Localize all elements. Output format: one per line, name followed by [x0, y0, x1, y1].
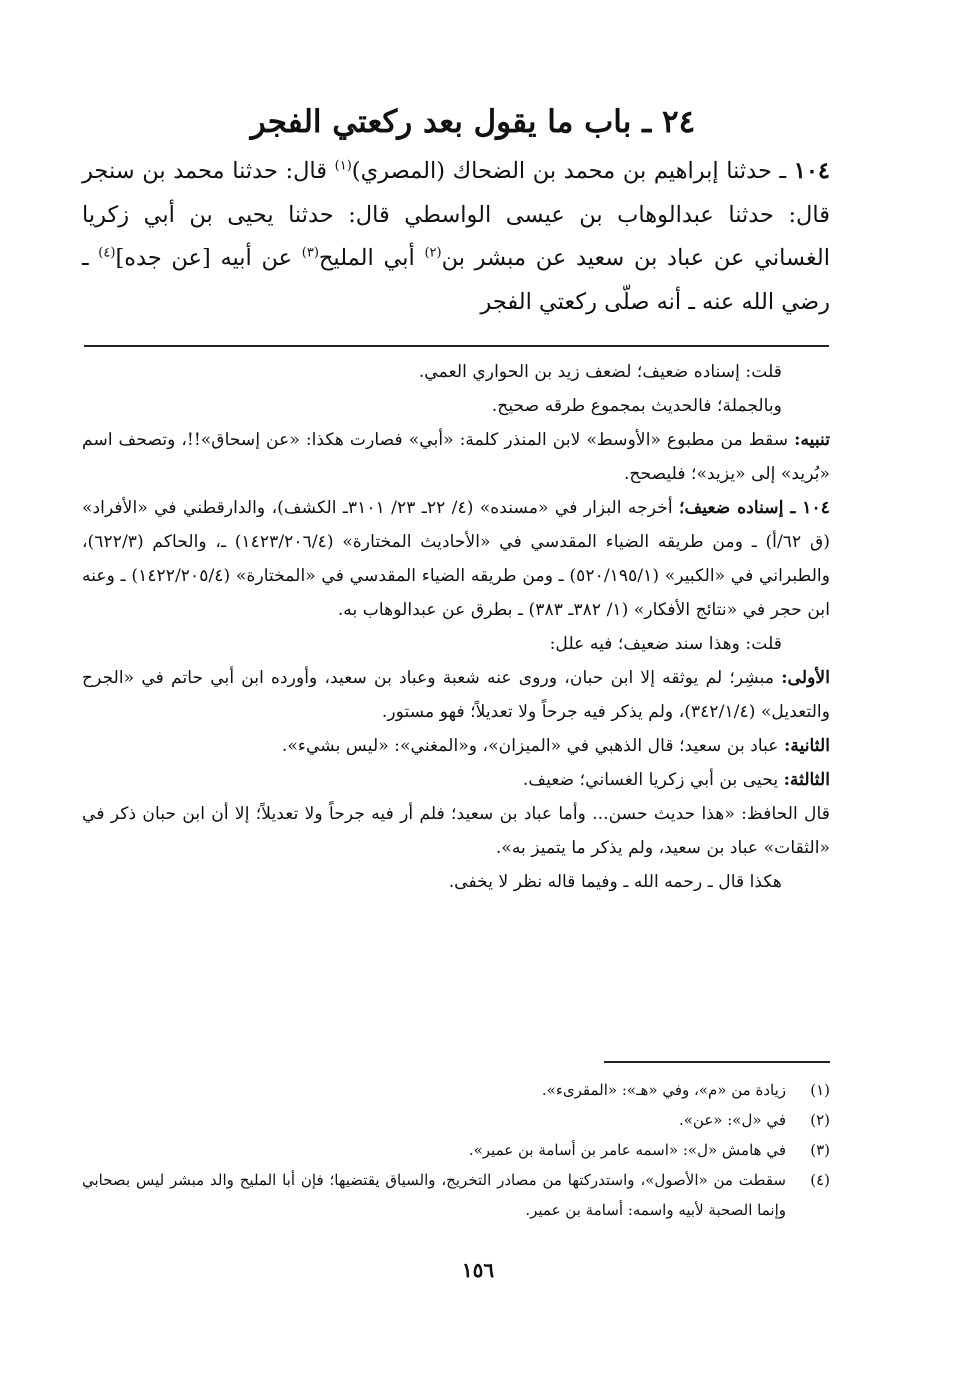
- commentary-paragraph: قال الحافظ: «هذا حديث حسن... وأما عباد بن سعيد؛ فلم أر فيه جرحاً ولا تعديلاً؛ إلا أن ابن حبان ذكر في «الثقات» عباد بن سعيد، ولم يذكر ما يتميز به».: [82, 804, 830, 858]
- hadith-part: قال: حدثنا محمد بن سنجر قال: حدثنا عبدالوهاب بن عيسى الواسطي قال: حدثنا يحيى بن أبي زكريا الغساني عن عباد بن سعيد عن مبشر بن: [82, 158, 830, 271]
- footnote-ref-4[interactable]: (٤): [98, 245, 116, 261]
- hadith-text: [82, 150, 830, 324]
- footnote-ref-1[interactable]: (١): [334, 158, 352, 174]
- takhrij-text: أخرجه البزار في «مسنده» (٤/ ٢٢ـ ٢٣/ ٣١٠١ـ الكشف)، والدارقطني في «الأفراد» (ق ٦٢/أ) ـ ومن طريقه الضياء المقدسي في «الأحاديث المختارة» (١٤٢٣/٢٠٦/٤) ـ، والحاكم (٦٢٢/٣)، والطبراني في «الكبير» (٥٢٠/١٩٥/١) ـ ومن طريقه الضياء المقدسي في «المختارة» (١٤٢٢/٢٠٥/٤) ـ وعنه ابن حجر في «نتائج الأفكار» (١/ ٣٨٢ـ ٣٨٣) ـ بطرق عن عبدالوهاب به.: [82, 498, 831, 620]
- hadith-part: ـ رضي الله عنه ـ أنه صلّى ركعتي الفجر: [82, 245, 830, 315]
- footnote-item: [82, 1135, 830, 1165]
- footnote-item: [82, 1165, 830, 1225]
- commentary-paragraph: قلت: وهذا سند ضعيف؛ فيه علل:: [549, 634, 782, 654]
- commentary-paragraph: هكذا قال ـ رحمه الله ـ وفيما قاله نظر لا يخفى.: [448, 872, 782, 892]
- section-divider: [84, 345, 829, 347]
- note-paragraph: [82, 423, 830, 491]
- footnote-number: (٢): [810, 1111, 830, 1129]
- footnote-text: زيادة من «م»، وفي «هـ»: «المقرىء».: [541, 1081, 786, 1099]
- takhrij-paragraph: [82, 491, 830, 627]
- footnote-number: (٤): [810, 1171, 830, 1189]
- footnote-item: [82, 1105, 830, 1135]
- hadith-lead: ـ حدثنا إبراهيم بن محمد بن الضحاك (المصري): [351, 158, 794, 184]
- hadith-number: ١٠٤: [793, 158, 830, 184]
- defect-paragraph: [82, 729, 830, 763]
- footnote-text: سقطت من «الأصول»، واستدركتها من مصادر التخريج، والسياق يقتضيها؛ فإن أبا المليح والد مبشر ليس بصحابي وإنما الصحبة لأبيه واسمه: أسامة بن عمير.: [82, 1171, 786, 1219]
- note-text: سقط من مطبوع «الأوسط» لابن المنذر كلمة: «أبي» فصارت هكذا: «عن إسحاق»!!، وتصحف اسم «بُريد» إلى «يزيد»؛ فليصحح.: [82, 430, 830, 484]
- defect-label: الأولى:: [781, 668, 830, 688]
- footnote-text: في «ل»: «عن».: [678, 1111, 786, 1129]
- footnote-text: في هامش «ل»: «اسمه عامر بن أسامة بن عمير».: [468, 1141, 786, 1159]
- defect-text: يحيى بن أبي زكريا الغساني؛ ضعيف.: [522, 770, 784, 790]
- footnote-ref-2[interactable]: (٢): [424, 245, 442, 261]
- footnote-number: (٣): [810, 1141, 830, 1159]
- footnotes: [82, 1075, 830, 1225]
- defect-text: عباد بن سعيد؛ قال الذهبي في «الميزان»، و«المغني»: «ليس بشيء».: [281, 736, 785, 756]
- footnote-divider: [604, 1061, 830, 1063]
- footnote-item: [82, 1075, 830, 1105]
- footnote-number: (١): [810, 1081, 830, 1099]
- commentary-block: [82, 355, 830, 899]
- defect-label: الثانية:: [784, 736, 830, 756]
- defect-paragraph: [82, 763, 830, 797]
- chapter-title: ٢٤ ـ باب ما يقول بعد ركعتي الفجر: [250, 104, 696, 140]
- defect-paragraph: [82, 661, 830, 729]
- takhrij-label: ١٠٤ ـ إسناده ضعيف؛: [679, 498, 830, 518]
- note-label: تنبيه:: [794, 430, 830, 450]
- hadith-part: أبي المليح: [318, 245, 425, 271]
- footnote-ref-3[interactable]: (٣): [301, 245, 319, 261]
- defect-label: الثالثة:: [783, 770, 830, 790]
- commentary-paragraph: قلت: إسناده ضعيف؛ لضعف زيد بن الحواري العمي.: [418, 362, 782, 382]
- hadith-part: عن أبيه [عن جده]: [115, 245, 302, 271]
- page-number: ١٥٦: [461, 1258, 495, 1282]
- commentary-paragraph: وبالجملة؛ فالحديث بمجموع طرقه صحيح.: [491, 396, 782, 416]
- defect-text: مبشِر؛ لم يوثقه إلا ابن حبان، وروى عنه شعبة وعباد بن سعيد، وأورده ابن أبي حاتم في «الجرح والتعديل» (٣٤٢/١/٤)، ولم يذكر فيه جرحاً ولا تعديلاً؛ فهو مستور.: [82, 668, 830, 722]
